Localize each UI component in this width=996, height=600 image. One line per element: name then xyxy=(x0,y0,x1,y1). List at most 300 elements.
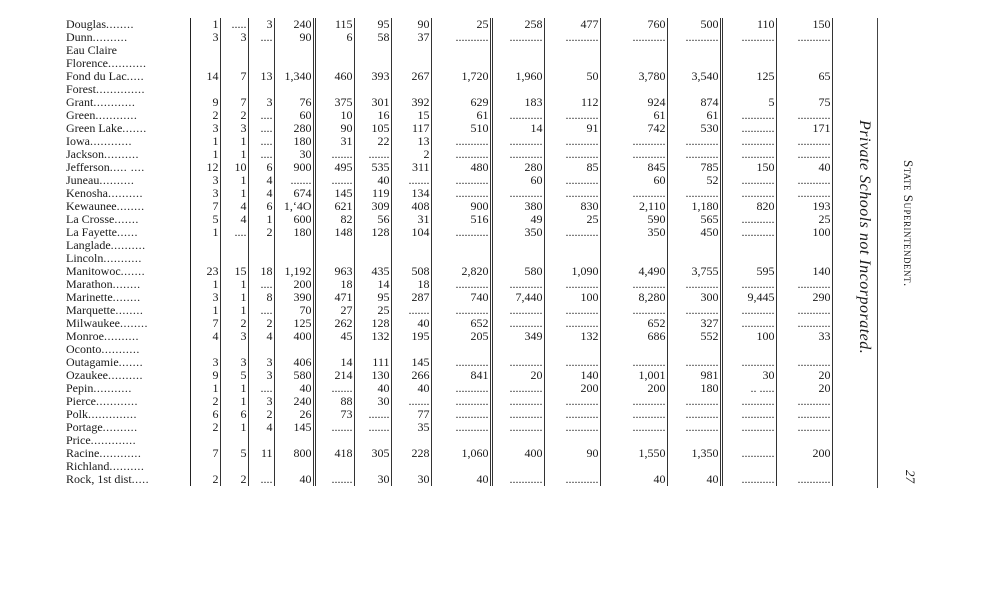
value-cell: 1,192 xyxy=(274,265,314,278)
county-cell xyxy=(66,148,190,161)
county-name: Monroe xyxy=(66,330,104,343)
value-cell xyxy=(274,44,314,57)
value-cell: 25 xyxy=(354,304,391,317)
value-cell: ........... xyxy=(776,278,832,291)
value-cell: 565 xyxy=(667,213,721,226)
value-cell: 5 xyxy=(220,447,248,460)
value-cell: 18 xyxy=(248,265,274,278)
value-cell: 2 xyxy=(248,226,274,239)
value-cell xyxy=(354,83,391,96)
value-cell: ........... xyxy=(491,317,544,330)
value-cell: ........... xyxy=(721,447,776,460)
value-cell: ........... xyxy=(544,408,600,421)
value-cell: 18 xyxy=(391,278,431,291)
value-cell: ........... xyxy=(776,174,832,187)
county-name: Marquette xyxy=(66,304,116,317)
value-cell xyxy=(491,44,544,57)
value-cell: ....... xyxy=(354,408,391,421)
value-cell: 375 xyxy=(314,96,354,109)
value-cell xyxy=(314,83,354,96)
leader-dots: ........ xyxy=(119,317,148,330)
value-cell: 580 xyxy=(491,265,544,278)
value-cell: 2 xyxy=(220,473,248,486)
statistics-table xyxy=(66,18,833,486)
value-cell: 65 xyxy=(776,70,832,83)
value-cell: 674 xyxy=(274,187,314,200)
value-cell: 1 xyxy=(190,135,220,148)
value-cell: 10 xyxy=(220,161,248,174)
county-cell xyxy=(66,317,190,330)
value-cell: ........... xyxy=(721,174,776,187)
value-cell xyxy=(544,44,600,57)
value-cell: 61 xyxy=(600,109,667,122)
county-cell xyxy=(66,278,190,291)
value-cell xyxy=(721,239,776,252)
value-cell: 14 xyxy=(190,70,220,83)
value-cell: 40 xyxy=(600,473,667,486)
value-cell: 200 xyxy=(600,382,667,395)
value-cell: 1,960 xyxy=(491,70,544,83)
value-cell xyxy=(190,252,220,265)
value-cell: ........... xyxy=(491,148,544,161)
value-cell xyxy=(274,252,314,265)
value-cell: 2 xyxy=(190,395,220,408)
value-cell: 450 xyxy=(667,226,721,239)
value-cell: 2 xyxy=(391,148,431,161)
leader-dots: ........ xyxy=(115,304,144,317)
value-cell: ....... xyxy=(314,473,354,486)
county-name: Jefferson xyxy=(66,161,110,174)
value-cell xyxy=(721,57,776,70)
value-cell xyxy=(190,44,220,57)
value-cell: ........... xyxy=(667,408,721,421)
value-cell: 128 xyxy=(354,317,391,330)
value-cell: ........... xyxy=(776,317,832,330)
value-cell: ........... xyxy=(721,408,776,421)
value-cell xyxy=(220,343,248,356)
value-cell xyxy=(314,343,354,356)
value-cell: 4 xyxy=(220,200,248,213)
value-cell: 90 xyxy=(314,122,354,135)
value-cell: 392 xyxy=(391,96,431,109)
leader-dots: .......... xyxy=(110,239,146,252)
value-cell xyxy=(248,239,274,252)
county-name: Lincoln xyxy=(66,252,104,265)
table-row xyxy=(66,213,832,226)
value-cell xyxy=(391,44,431,57)
value-cell: ........... xyxy=(600,356,667,369)
value-cell: ........... xyxy=(600,187,667,200)
value-cell: 140 xyxy=(776,265,832,278)
value-cell xyxy=(248,434,274,447)
value-cell: 3 xyxy=(248,96,274,109)
value-cell: 3 xyxy=(190,356,220,369)
value-cell: .... xyxy=(220,226,248,239)
value-cell xyxy=(248,57,274,70)
table-row xyxy=(66,291,832,304)
value-cell: 258 xyxy=(491,18,544,31)
value-cell: 82 xyxy=(314,213,354,226)
leader-dots: ........... xyxy=(103,252,142,265)
value-cell: 408 xyxy=(391,200,431,213)
value-cell: 3 xyxy=(248,369,274,382)
value-cell xyxy=(776,434,832,447)
value-cell: 9,445 xyxy=(721,291,776,304)
value-cell: 1 xyxy=(190,304,220,317)
county-name: Outagamie xyxy=(66,356,119,369)
value-cell xyxy=(274,343,314,356)
value-cell xyxy=(600,460,667,473)
value-cell: 1 xyxy=(220,304,248,317)
value-cell: 70 xyxy=(274,304,314,317)
value-cell: ....... xyxy=(274,174,314,187)
value-cell: ........... xyxy=(431,187,491,200)
value-cell xyxy=(431,434,491,447)
value-cell: 4 xyxy=(248,174,274,187)
value-cell: 552 xyxy=(667,330,721,343)
value-cell xyxy=(220,57,248,70)
value-cell: 1 xyxy=(248,213,274,226)
value-cell: .. ..... xyxy=(721,382,776,395)
county-name: Oconto xyxy=(66,343,102,356)
county-name: Price xyxy=(66,434,91,447)
value-cell: 580 xyxy=(274,369,314,382)
value-cell: 40 xyxy=(667,473,721,486)
value-cell: ........... xyxy=(776,408,832,421)
table-row xyxy=(66,57,832,70)
table-row xyxy=(66,135,832,148)
value-cell: 60 xyxy=(600,174,667,187)
value-cell xyxy=(600,434,667,447)
value-cell xyxy=(391,460,431,473)
value-cell: 262 xyxy=(314,317,354,330)
value-cell: 6 xyxy=(248,161,274,174)
county-name: Grant xyxy=(66,96,94,109)
county-name: Manitowoc xyxy=(66,265,121,278)
county-name: Jackson xyxy=(66,148,104,161)
value-cell: ........... xyxy=(491,31,544,44)
value-cell xyxy=(431,239,491,252)
value-cell: 75 xyxy=(776,96,832,109)
value-cell: 31 xyxy=(391,213,431,226)
value-cell: 7 xyxy=(220,70,248,83)
county-cell xyxy=(66,473,190,486)
county-cell xyxy=(66,291,190,304)
value-cell: ........... xyxy=(600,304,667,317)
value-cell: 77 xyxy=(391,408,431,421)
value-cell: 73 xyxy=(314,408,354,421)
leader-dots: ........ xyxy=(106,18,134,31)
value-cell: ........... xyxy=(491,421,544,434)
value-cell: 742 xyxy=(600,122,667,135)
county-name: Milwaukee xyxy=(66,317,120,330)
value-cell: 1 xyxy=(220,395,248,408)
value-cell: 3 xyxy=(190,31,220,44)
value-cell xyxy=(248,83,274,96)
value-cell xyxy=(776,239,832,252)
county-cell xyxy=(66,408,190,421)
county-cell xyxy=(66,187,190,200)
table-row xyxy=(66,317,832,330)
value-cell: 193 xyxy=(776,200,832,213)
value-cell: 595 xyxy=(721,265,776,278)
value-cell: ........... xyxy=(544,187,600,200)
value-cell: 180 xyxy=(274,135,314,148)
value-cell xyxy=(721,434,776,447)
leader-dots: ........ xyxy=(112,291,141,304)
value-cell: ........... xyxy=(600,408,667,421)
value-cell: 240 xyxy=(274,18,314,31)
value-cell: 25 xyxy=(776,213,832,226)
table-row xyxy=(66,343,832,356)
value-cell: 800 xyxy=(274,447,314,460)
value-cell xyxy=(667,83,721,96)
county-name: Pierce xyxy=(66,395,96,408)
value-cell: 14 xyxy=(314,356,354,369)
value-cell xyxy=(491,57,544,70)
value-cell xyxy=(314,252,354,265)
value-cell: 90 xyxy=(391,18,431,31)
value-cell xyxy=(667,44,721,57)
value-cell: 95 xyxy=(354,291,391,304)
county-name: Dunn xyxy=(66,31,93,44)
value-cell: 3 xyxy=(220,122,248,135)
value-cell: ........... xyxy=(544,226,600,239)
county-cell xyxy=(66,382,190,395)
value-cell: 3 xyxy=(220,31,248,44)
leader-dots: ....... xyxy=(122,122,147,135)
value-cell: ........... xyxy=(600,278,667,291)
value-cell xyxy=(220,239,248,252)
value-cell: 3,755 xyxy=(667,265,721,278)
value-cell: ........... xyxy=(431,135,491,148)
value-cell xyxy=(354,252,391,265)
value-cell: 820 xyxy=(721,200,776,213)
value-cell: 134 xyxy=(391,187,431,200)
value-cell: ........... xyxy=(544,148,600,161)
table-row xyxy=(66,421,832,434)
value-cell: 1,350 xyxy=(667,447,721,460)
leader-dots: ....... xyxy=(118,356,144,369)
county-name: Green Lake xyxy=(66,122,123,135)
value-cell xyxy=(776,460,832,473)
value-cell: 85 xyxy=(544,161,600,174)
value-cell: 105 xyxy=(354,122,391,135)
value-cell: 33 xyxy=(776,330,832,343)
table-row xyxy=(66,447,832,460)
value-cell: ........... xyxy=(776,135,832,148)
value-cell: 327 xyxy=(667,317,721,330)
value-cell: ........... xyxy=(491,187,544,200)
value-cell: 349 xyxy=(491,330,544,343)
value-cell: 150 xyxy=(721,161,776,174)
value-cell: 61 xyxy=(667,109,721,122)
value-cell: .... xyxy=(248,122,274,135)
value-cell xyxy=(600,252,667,265)
value-cell: 305 xyxy=(354,447,391,460)
leader-dots: .......... xyxy=(104,148,139,161)
table-row xyxy=(66,265,832,278)
value-cell: ........... xyxy=(491,304,544,317)
value-cell: 117 xyxy=(391,122,431,135)
value-cell: 2,820 xyxy=(431,265,491,278)
county-name: Rock, 1st dist xyxy=(66,473,132,486)
value-cell xyxy=(600,83,667,96)
value-cell xyxy=(600,57,667,70)
value-cell: ........... xyxy=(721,122,776,135)
value-cell: ........... xyxy=(667,421,721,434)
county-cell xyxy=(66,226,190,239)
table-row xyxy=(66,70,832,83)
value-cell: ........... xyxy=(721,395,776,408)
value-cell xyxy=(274,83,314,96)
value-cell xyxy=(190,434,220,447)
leader-dots: ........ xyxy=(112,278,141,291)
value-cell xyxy=(354,44,391,57)
value-cell: ........... xyxy=(491,395,544,408)
value-cell xyxy=(544,57,600,70)
value-cell: 25 xyxy=(544,213,600,226)
value-cell: 7 xyxy=(190,317,220,330)
value-cell: 8,280 xyxy=(600,291,667,304)
value-cell: 290 xyxy=(776,291,832,304)
value-cell: 400 xyxy=(274,330,314,343)
value-cell: ........... xyxy=(667,356,721,369)
value-cell: ........... xyxy=(431,174,491,187)
table-row xyxy=(66,239,832,252)
leader-dots: .............. xyxy=(88,408,138,421)
value-cell: 2 xyxy=(190,421,220,434)
value-cell: ........... xyxy=(491,473,544,486)
value-cell: ....... xyxy=(391,395,431,408)
leader-dots: ............ xyxy=(99,447,142,460)
value-cell: 652 xyxy=(431,317,491,330)
value-cell: 4 xyxy=(190,330,220,343)
value-cell: 300 xyxy=(667,291,721,304)
leader-dots: ..... xyxy=(126,70,145,83)
county-cell xyxy=(66,343,190,356)
value-cell: ........... xyxy=(491,278,544,291)
value-cell xyxy=(190,57,220,70)
value-cell: 301 xyxy=(354,96,391,109)
value-cell: 7 xyxy=(190,200,220,213)
value-cell xyxy=(248,252,274,265)
value-cell: 180 xyxy=(667,382,721,395)
value-cell: 380 xyxy=(491,200,544,213)
value-cell: 2 xyxy=(220,109,248,122)
value-cell: 740 xyxy=(431,291,491,304)
value-cell: 3 xyxy=(220,330,248,343)
value-cell: 125 xyxy=(721,70,776,83)
value-cell: ....... xyxy=(354,148,391,161)
value-cell: 1 xyxy=(190,148,220,161)
value-cell: 1 xyxy=(220,421,248,434)
value-cell xyxy=(220,434,248,447)
value-cell: 6 xyxy=(248,200,274,213)
value-cell xyxy=(190,343,220,356)
value-cell: ........... xyxy=(721,304,776,317)
value-cell xyxy=(391,343,431,356)
value-cell: 11 xyxy=(248,447,274,460)
value-cell xyxy=(220,83,248,96)
leader-dots: ...... xyxy=(116,226,138,239)
county-cell xyxy=(66,421,190,434)
value-cell: 40 xyxy=(354,382,391,395)
right-frame-rule xyxy=(877,18,878,488)
value-cell: 125 xyxy=(274,317,314,330)
value-cell: 1,720 xyxy=(431,70,491,83)
county-name: La Crosse xyxy=(66,213,115,226)
value-cell: ........... xyxy=(544,304,600,317)
page-number: 27 xyxy=(903,470,918,483)
value-cell: 1 xyxy=(220,291,248,304)
value-cell xyxy=(544,343,600,356)
value-cell: 1,180 xyxy=(667,200,721,213)
value-cell: 1 xyxy=(220,382,248,395)
county-cell xyxy=(66,460,190,473)
county-name: Ozaukee xyxy=(66,369,108,382)
value-cell: 31 xyxy=(314,135,354,148)
value-cell: ....... xyxy=(314,421,354,434)
county-cell xyxy=(66,44,190,57)
value-cell: 390 xyxy=(274,291,314,304)
county-cell xyxy=(66,135,190,148)
value-cell: 350 xyxy=(491,226,544,239)
county-name: Langlade xyxy=(66,239,111,252)
value-cell: ........... xyxy=(431,395,491,408)
value-cell: ........... xyxy=(776,473,832,486)
value-cell: 516 xyxy=(431,213,491,226)
value-cell xyxy=(544,239,600,252)
value-cell: 30 xyxy=(274,148,314,161)
value-cell: 760 xyxy=(600,18,667,31)
county-cell xyxy=(66,200,190,213)
value-cell: 3 xyxy=(248,395,274,408)
value-cell xyxy=(721,44,776,57)
leader-dots: .......... xyxy=(92,31,128,44)
value-cell: 8 xyxy=(248,291,274,304)
value-cell xyxy=(721,460,776,473)
value-cell xyxy=(391,57,431,70)
value-cell: 400 xyxy=(491,447,544,460)
value-cell: 30 xyxy=(354,473,391,486)
table-row xyxy=(66,174,832,187)
value-cell xyxy=(391,239,431,252)
value-cell: 510 xyxy=(431,122,491,135)
value-cell: ........... xyxy=(491,408,544,421)
value-cell: 3 xyxy=(190,122,220,135)
value-cell: 13 xyxy=(391,135,431,148)
table-row xyxy=(66,200,832,213)
value-cell: ........... xyxy=(431,304,491,317)
value-cell: 40 xyxy=(354,174,391,187)
county-name: Florence xyxy=(66,57,108,70)
leader-dots: .......... xyxy=(102,421,138,434)
county-cell xyxy=(66,83,190,96)
value-cell: ........... xyxy=(721,421,776,434)
value-cell: 4 xyxy=(248,330,274,343)
value-cell: 963 xyxy=(314,265,354,278)
value-cell xyxy=(491,434,544,447)
county-cell xyxy=(66,57,190,70)
value-cell: 100 xyxy=(776,226,832,239)
county-cell xyxy=(66,70,190,83)
county-cell xyxy=(66,265,190,278)
leader-dots: ....... xyxy=(120,265,146,278)
value-cell: ........... xyxy=(431,408,491,421)
value-cell: ........... xyxy=(600,31,667,44)
value-cell: 845 xyxy=(600,161,667,174)
